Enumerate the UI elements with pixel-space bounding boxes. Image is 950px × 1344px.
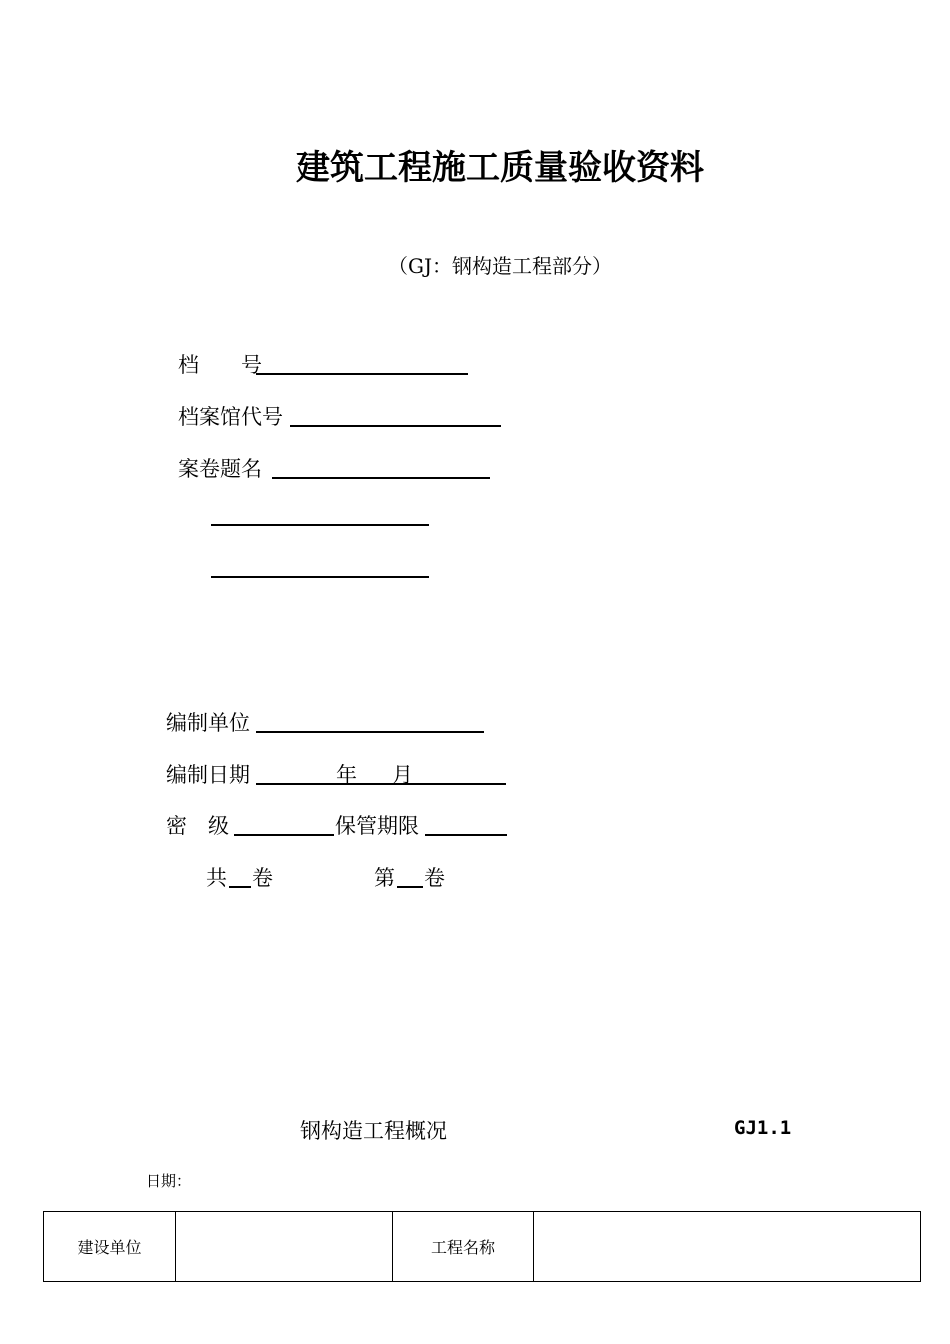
no-vol-suffix: 卷 — [424, 866, 445, 890]
volume-title-label: 案卷题名 — [178, 457, 262, 481]
compile-date-row — [166, 760, 250, 790]
project-label-cell: 工程名称 — [393, 1212, 534, 1282]
table-row — [44, 1212, 921, 1282]
compiler-row — [166, 708, 250, 738]
retention-label: 保管期限 — [335, 814, 419, 838]
month-label: 月 — [392, 763, 413, 787]
total-vol-suffix: 卷 — [252, 866, 273, 890]
compiler-blank[interactable] — [256, 731, 484, 733]
total-volumes-blank[interactable] — [229, 886, 251, 888]
builder-value-cell[interactable] — [176, 1212, 393, 1282]
total-prefix: 共 — [206, 866, 227, 890]
compile-date-blank[interactable] — [256, 783, 506, 785]
archive-office-code-label: 档案馆代号 — [178, 405, 283, 429]
project-value-cell[interactable] — [534, 1212, 921, 1282]
retention-blank[interactable] — [425, 834, 507, 836]
archive-no-blank[interactable] — [256, 373, 468, 375]
date-label: 日期： — [146, 1172, 192, 1190]
builder-label-cell: 建设单位 — [44, 1212, 176, 1282]
overview-title: 钢构造工程概况 — [300, 1119, 447, 1143]
year-label: 年 — [336, 763, 357, 787]
volume-no-blank[interactable] — [397, 886, 423, 888]
archive-office-code-blank[interactable] — [290, 425, 501, 427]
archive-office-code-row — [178, 402, 283, 432]
secrecy-blank[interactable] — [234, 834, 334, 836]
document-title: 建筑工程施工质量验收资料 — [296, 148, 704, 188]
compiler-label: 编制单位 — [166, 711, 250, 735]
overview-table — [43, 1211, 921, 1282]
volume-title-row — [178, 454, 262, 484]
volume-title-blank-1[interactable] — [272, 477, 490, 479]
secrecy-label: 密 级 — [166, 814, 229, 838]
document-subtitle: （GJ：钢构造工程部分） — [388, 254, 612, 278]
volume-title-blank-3[interactable] — [211, 576, 429, 578]
no-prefix: 第 — [374, 866, 395, 890]
volume-title-blank-2[interactable] — [211, 524, 429, 526]
archive-no-row — [178, 350, 262, 380]
archive-no-label: 档 号 — [178, 353, 262, 377]
overview-code: GJ1.1 — [734, 1117, 792, 1139]
compile-date-label: 编制日期 — [166, 763, 250, 787]
